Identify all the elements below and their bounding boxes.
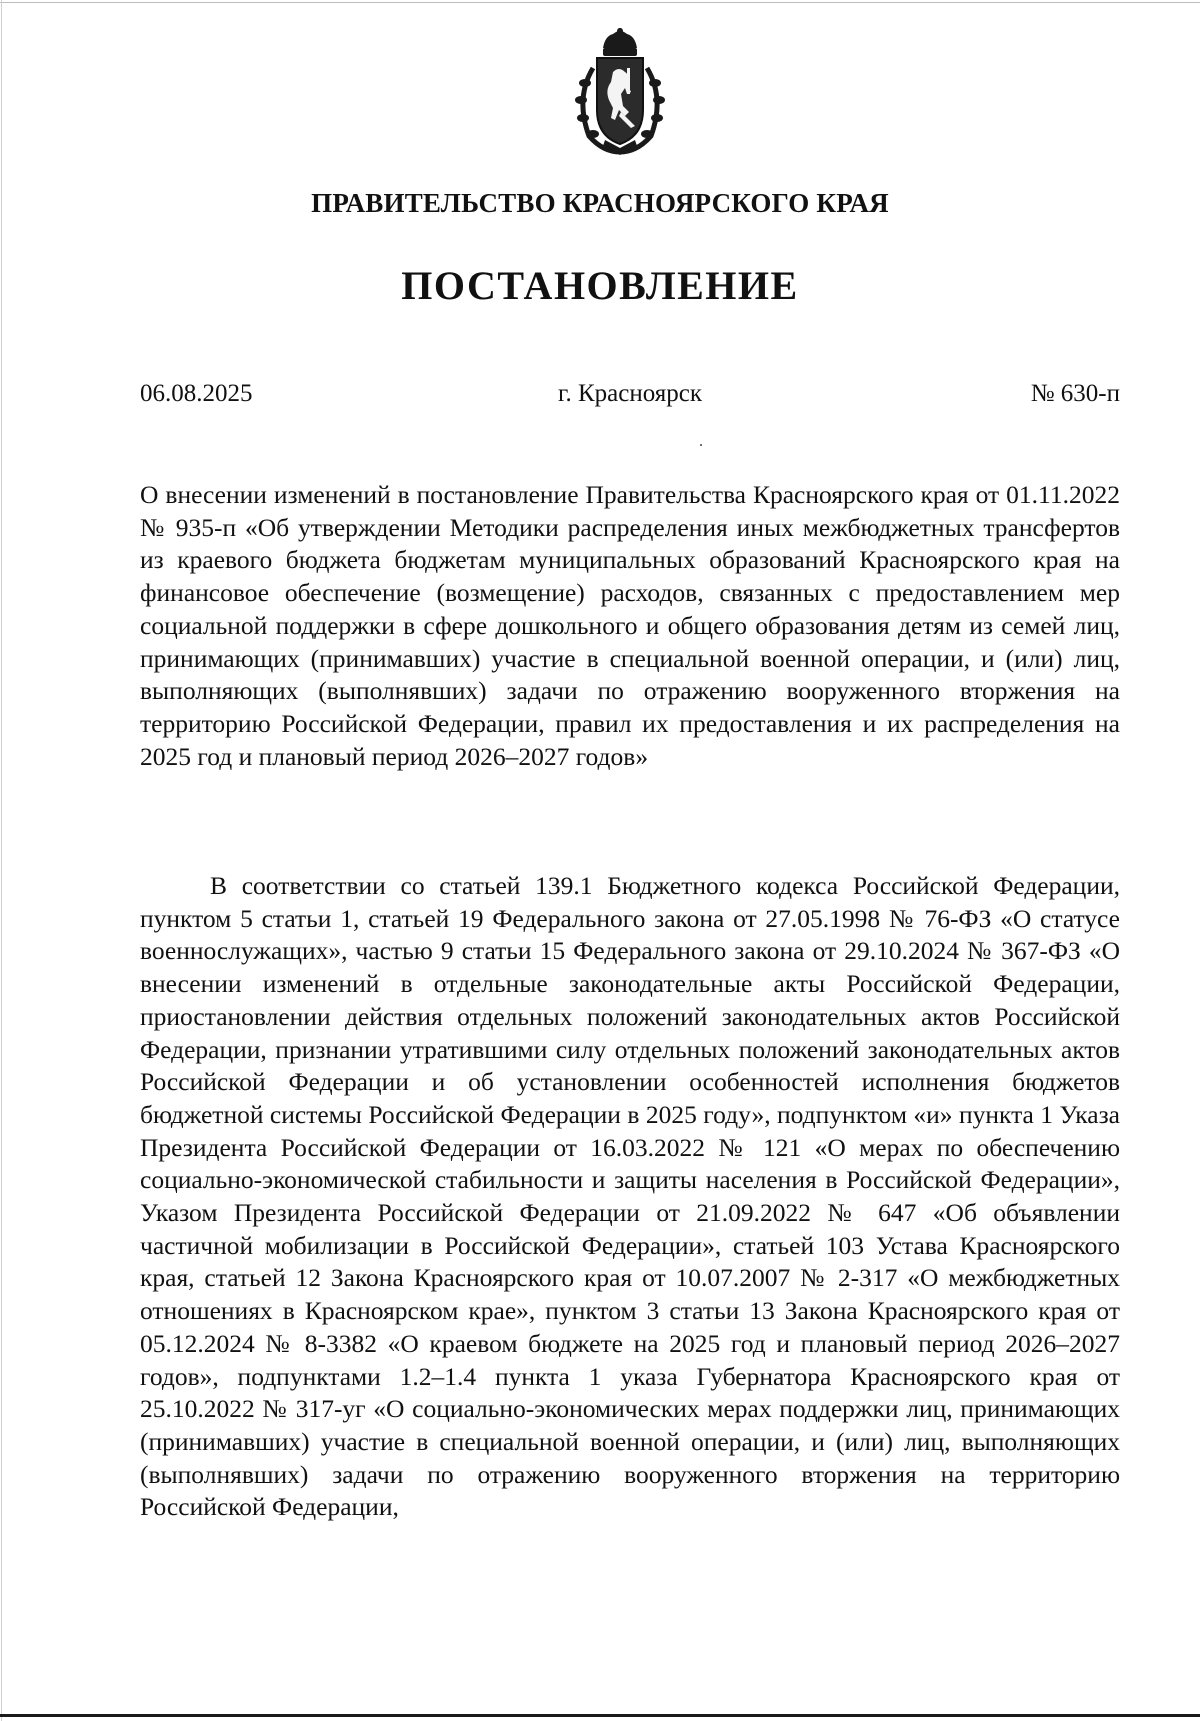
document-city: г. Красноярск <box>558 380 702 407</box>
scan-speck <box>700 444 702 446</box>
document-body-paragraph: В соответствии со статьей 139.1 Бюджетного кодекса Российской Федерации, пунктом 5 статьи 1, статьей 19 Федерального закона от 27.05.1998 № 76-ФЗ «О статусе военнослужащих», частью 9 статьи 15 Федерального закона от 29.10.2024 № 367-ФЗ «О внесении изменений в отдельные законодательные акты Российской Федерации, приостановлении действия отдельных положений законодательных актов Российской Федерации, признании утратившими силу отдельных положений законодательных актов Российской Федерации и об установлении особенностей исполнения бюджетов бюджетной системы Российской Федерации в 2025 году», подпунктом «и» пункта 1 Указа Президента Российской Федерации от 16.03.2022 № 121 «О мерах по обеспечению социально-экономической стабильности и защиты населения в Российской Федерации», Указом Президента Российской Федерации от 21.09.2022 № 647 «Об объявлении частичной мобилизации в Российской Федерации», статьей 103 Устава Красноярского края, статьей 12 Закона Красноярского края от 10.07.2007 № 2-317 «О межбюджетных отношениях в Красноярском крае», пунктом 3 статьи 13 Закона Красноярского края от 05.12.2024 № 8-3382 «О краевом бюджете на 2025 год и плановый период 2026–2027 годов», подпунктами 1.2–1.4 пункта 1 указа Губернатора Красноярского края от 25.10.2022 № 317-уг «О социально-экономических мерах поддержки лиц, принимающих (принимавших) участие в специальной военной операции, и (или) лиц, выполняющих (выполнявших) задачи по отражению вооруженного вторжения на территорию Российской Федерации, <box>140 871 1120 1522</box>
document-type-title: ПОСТАНОВЛЕНИЕ <box>401 263 799 308</box>
organization-title: ПРАВИТЕЛЬСТВО КРАСНОЯРСКОГО КРАЯ <box>311 188 889 218</box>
coat-of-arms-krasnoyarsk-icon <box>565 28 675 156</box>
document-date: 06.08.2025 <box>140 380 253 407</box>
scan-edge-left <box>1 0 2 1721</box>
document-meta-row <box>140 380 1120 414</box>
document-number: № 630-п <box>1030 380 1120 407</box>
scan-edge-bottom <box>0 1714 1200 1717</box>
scan-edge-top <box>0 2 1200 3</box>
document-subject: О внесении изменений в постановление Правительства Красноярского края от 01.11.2022 № 935-п «Об утверждении Методики распределения иных межбюджетных трансфертов из краевого бюджета бюджетам муниципальных образований Красноярского края на финансовое обеспечение (возмещение) расходов, связанных с предоставлением мер социальной поддержки в сфере дошкольного и общего образования детям из семей лиц, принимающих (принимавших) участие в специальной военной операции, и (или) лиц, выполняющих (выполнявших) задачи по отражению вооруженного вторжения на территорию Российской Федерации, правил их предоставления и их распределения на 2025 год и плановый период 2026–2027 годов» <box>140 480 1120 771</box>
